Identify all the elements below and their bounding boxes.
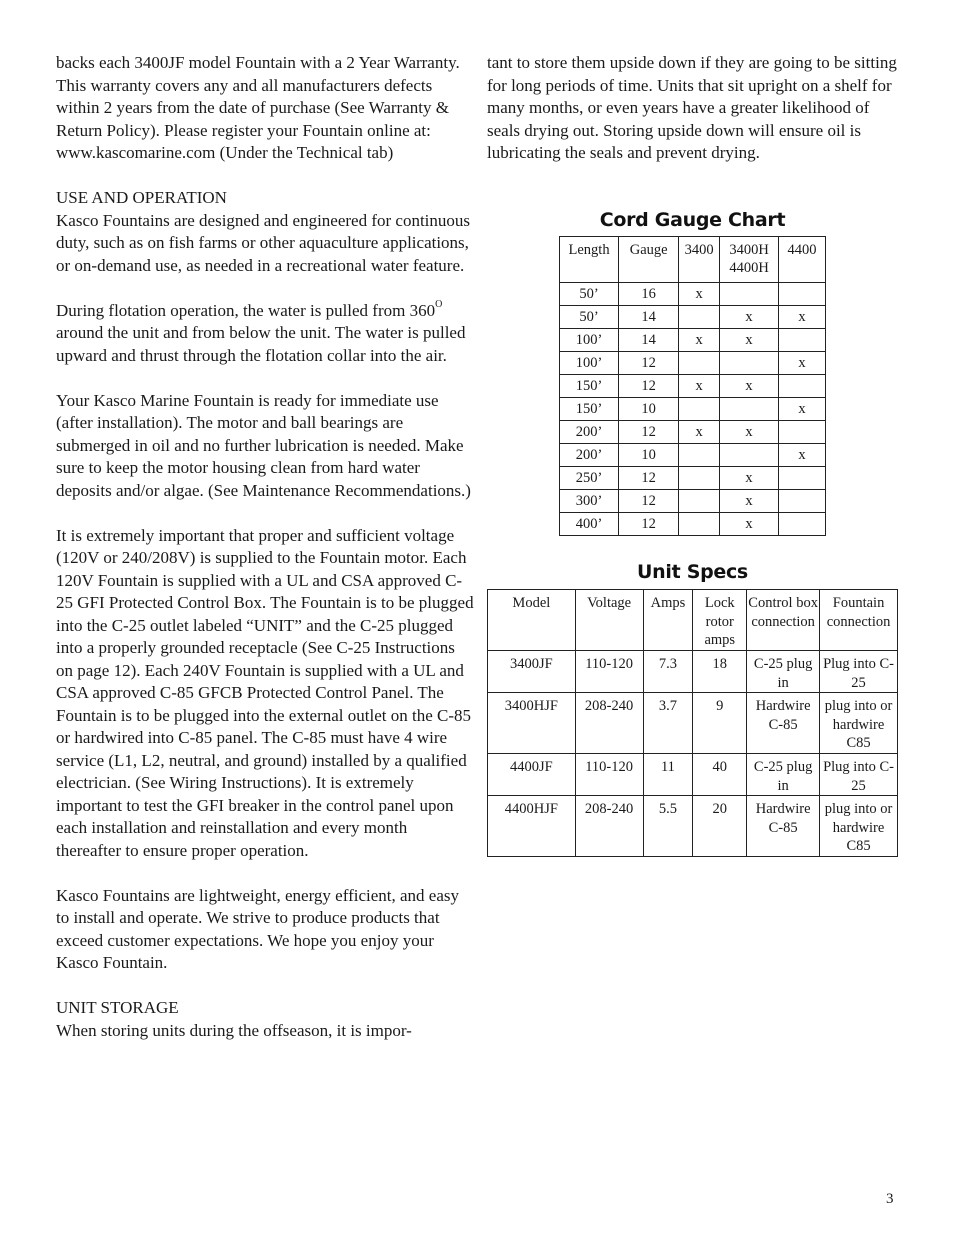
specs-table-cell: 11 [643, 754, 693, 796]
specs-header-cell: Fountain connection [820, 590, 898, 651]
cord-table-cell: x [720, 306, 779, 329]
voltage-paragraph: It is extremely important that proper and sufficient voltage (120V or 240/208V) is supplied to the Fountain motor. Each 120V Fountain is supplied with a UL and CSA approved C-25 GFI Protected Control Box. The Fountain is to be plugged into the C-25 outlet labeled “UNIT” and the C-25 plugged into a properly grounded receptacle (See C-25 Instructions on page 12). Each 240V Fountain is supplied with a UL and CSA approved C-85 GFCB Protected Control Panel. The Fountain is to be plugged into the external outlet on the C-85 or hardwired into C-85 panel. The C-85 must have 4 wire service (L1, L2, neutral, and ground) installed by a qualified electrician. (See Wiring Instructions). It is extremely important to test the GFI breaker in the control panel upon each installation and reinstallation and every month thereafter to ensure proper operation. [56, 525, 474, 860]
cord-table-cell [679, 513, 720, 536]
specs-table-cell: 5.5 [643, 796, 693, 857]
cord-table-row [560, 329, 826, 352]
specs-table-cell: 40 [693, 754, 747, 796]
specs-table-cell: Plug into C-25 [820, 651, 898, 693]
specs-table-cell: 3400JF [488, 651, 576, 693]
cord-table-cell: 400’ [560, 513, 619, 536]
use-operation-heading: USE AND OPERATION [56, 188, 227, 207]
unit-specs-table [487, 589, 898, 857]
specs-table-cell: Hardwire C-85 [747, 796, 820, 857]
cord-table-cell [779, 283, 826, 306]
cord-table-cell: 12 [619, 352, 679, 375]
cord-table-cell: 12 [619, 513, 679, 536]
cord-table-header-row [560, 237, 826, 283]
cord-table-cell: 14 [619, 306, 679, 329]
cord-table-cell [679, 490, 720, 513]
ready-paragraph: Your Kasco Marine Fountain is ready for immediate use (after installation). The motor and ball bearings are submerged in oil and no further lubrication is needed. Make sure to keep the motor housing clean from hard water deposits and/or algae. (See Maintenance Recommendations.) [56, 390, 471, 500]
cord-table-cell [720, 398, 779, 421]
cord-table-cell: x [720, 329, 779, 352]
storage-continued-paragraph: tant to store them upside down if they are going to be sitting for long periods of time. Units that sit upright on a shelf for many months, or even years have a greater likelihood of seals drying out. Storing upside down will ensure oil is lubricating the seals and prevent drying. [487, 53, 897, 162]
specs-header-cell: Lock rotor amps [693, 590, 747, 651]
specs-table-cell: 3.7 [643, 693, 693, 754]
cord-table-cell: x [720, 467, 779, 490]
cord-gauge-chart-title: Cord Gauge Chart [599, 209, 786, 231]
cord-table-cell: 300’ [560, 490, 619, 513]
cord-gauge-table [559, 236, 826, 536]
cord-table-cell: x [720, 513, 779, 536]
specs-table-cell: 9 [693, 693, 747, 754]
cord-table-row [560, 444, 826, 467]
cord-table-cell: 10 [619, 398, 679, 421]
warranty-paragraph: backs each 3400JF model Fountain with a 2 Year Warranty. This warranty covers any and all manufacturers defects within 2 years from the date of purchase (See Warranty & Return Policy). Please register your Fountain online at: www.kascomarine.com (Under the Technical tab) [56, 53, 460, 162]
cord-table-cell: 50’ [560, 306, 619, 329]
cord-table-row [560, 352, 826, 375]
cord-table-cell: 150’ [560, 398, 619, 421]
specs-table-cell: C-25 plug in [747, 754, 820, 796]
cord-table-cell: x [679, 329, 720, 352]
degree-symbol: O [435, 298, 443, 310]
unit-storage-text: When storing units during the offseason, it is impor- [56, 1020, 412, 1040]
specs-table-row [488, 651, 898, 693]
cord-table-cell [779, 513, 826, 536]
specs-table-row [488, 796, 898, 857]
specs-table-cell: 3400HJF [488, 693, 576, 754]
cord-header-cell: 3400H 4400H [720, 237, 779, 283]
specs-table-row [488, 693, 898, 754]
use-operation-section [56, 187, 476, 277]
cord-table-cell [720, 352, 779, 375]
unit-storage-section [56, 997, 476, 1042]
cord-table-cell [679, 306, 720, 329]
cord-table-cell [779, 490, 826, 513]
specs-table-cell: 18 [693, 651, 747, 693]
cord-table-cell: x [779, 352, 826, 375]
cord-table-cell: 16 [619, 283, 679, 306]
specs-header-cell: Amps [643, 590, 693, 651]
cord-table-row [560, 398, 826, 421]
use-operation-text: Kasco Fountains are designed and engineered for continuous duty, such as on fish farms or other aquaculture applications, or on-demand use, as needed in a recreational water feature. [56, 210, 471, 275]
specs-table-cell: plug into or hardwire C85 [820, 693, 898, 754]
cord-table-cell: x [720, 421, 779, 444]
cord-header-cell: Gauge [619, 237, 679, 283]
cord-table-cell [679, 467, 720, 490]
cord-table-cell [679, 352, 720, 375]
specs-table-cell: 4400HJF [488, 796, 576, 857]
cord-table-cell: 250’ [560, 467, 619, 490]
specs-header-cell: Control box connection [747, 590, 820, 651]
left-column [56, 52, 476, 1042]
specs-table-cell: 7.3 [643, 651, 693, 693]
specs-table-row [488, 754, 898, 796]
cord-table-row [560, 306, 826, 329]
specs-table-cell: 20 [693, 796, 747, 857]
cord-header-cell: Length [560, 237, 619, 283]
cord-table-cell: 12 [619, 467, 679, 490]
specs-table-cell: 110-120 [575, 754, 643, 796]
cord-table-cell: x [779, 306, 826, 329]
specs-header-cell: Model [488, 590, 576, 651]
cord-table-cell [779, 329, 826, 352]
cord-table-cell [679, 444, 720, 467]
cord-table-cell: 50’ [560, 283, 619, 306]
specs-table-cell: 208-240 [575, 796, 643, 857]
cord-table-cell: 100’ [560, 329, 619, 352]
cord-table-cell [679, 398, 720, 421]
cord-table-row [560, 375, 826, 398]
cord-table-cell: 200’ [560, 421, 619, 444]
specs-table-cell: 208-240 [575, 693, 643, 754]
specs-table-cell: 4400JF [488, 754, 576, 796]
cord-table-cell [779, 375, 826, 398]
cord-table-cell [720, 444, 779, 467]
cord-table-cell: 12 [619, 490, 679, 513]
specs-header-cell: Voltage [575, 590, 643, 651]
specs-table-cell: 110-120 [575, 651, 643, 693]
cord-table-row [560, 421, 826, 444]
cord-table-cell [720, 283, 779, 306]
cord-table-cell: x [720, 375, 779, 398]
cord-table-cell: x [779, 444, 826, 467]
unit-storage-heading: UNIT STORAGE [56, 998, 179, 1017]
cord-table-cell: x [679, 283, 720, 306]
cord-header-cell: 3400 [679, 237, 720, 283]
cord-table-cell: x [679, 421, 720, 444]
cord-table-cell: x [720, 490, 779, 513]
page-number: 3 [886, 1191, 894, 1207]
cord-table-cell: 10 [619, 444, 679, 467]
cord-table-row [560, 513, 826, 536]
cord-table-row [560, 490, 826, 513]
flotation-paragraph: During flotation operation, the water is pulled from $360^O$ around the unit and from below the unit. The water is pulled upward and thrust through the flotation collar into the air. [56, 298, 466, 365]
cord-table-cell: 100’ [560, 352, 619, 375]
cord-table-cell: 200’ [560, 444, 619, 467]
lightweight-paragraph: Kasco Fountains are lightweight, energy efficient, and easy to install and operate. We strive to produce products that exceed customer expectations. We hope you enjoy your Kasco Fountain. [56, 885, 460, 972]
unit-specs-title: Unit Specs [637, 561, 748, 583]
specs-table-header-row [488, 590, 898, 651]
cord-table-cell: x [679, 375, 720, 398]
cord-table-cell: 150’ [560, 375, 619, 398]
specs-table-cell: C-25 plug in [747, 651, 820, 693]
right-column [487, 52, 899, 165]
cord-header-cell: 4400 [779, 237, 826, 283]
cord-table-cell: 12 [619, 375, 679, 398]
specs-table-cell: plug into or hardwire C85 [820, 796, 898, 857]
cord-table-cell: 14 [619, 329, 679, 352]
cord-table-cell [779, 467, 826, 490]
cord-table-row [560, 467, 826, 490]
specs-table-cell: Plug into C-25 [820, 754, 898, 796]
cord-table-cell [779, 421, 826, 444]
specs-table-cell: Hardwire C-85 [747, 693, 820, 754]
cord-table-row [560, 283, 826, 306]
cord-table-cell: x [779, 398, 826, 421]
cord-table-cell: 12 [619, 421, 679, 444]
